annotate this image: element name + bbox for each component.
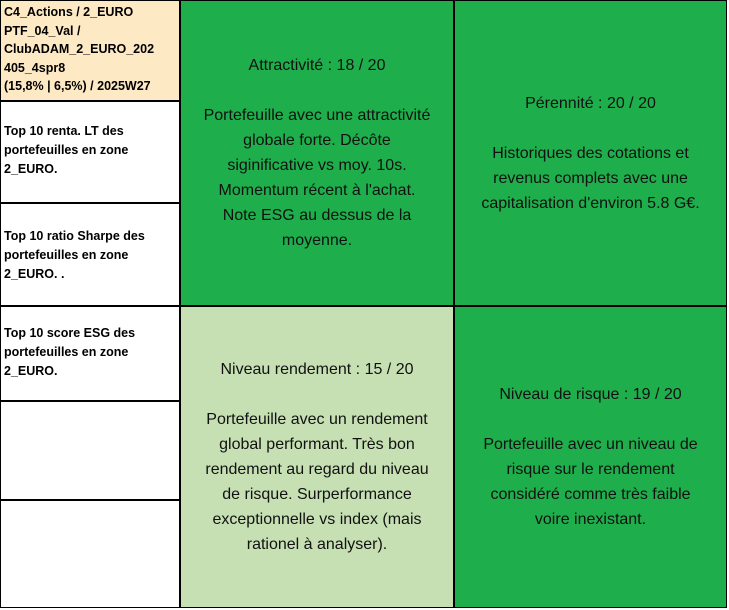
header-line: PTF_04_Val / (4, 23, 81, 38)
desc-line: voire inexistant. (534, 511, 647, 528)
desc-line: exceptionnelle vs index (mais (212, 511, 422, 528)
desc-line: capitalisation d'environ 5.8 G€. (481, 194, 700, 212)
cell-line: 2_EURO. (4, 162, 58, 176)
perennite-title: Pérennité : 20 / 20 (525, 94, 656, 112)
cell-line: 2_EURO. . (4, 267, 65, 281)
top10-esg-cell (0, 306, 180, 401)
cell-line: portefeuilles en zone (4, 345, 129, 359)
risque-cell (454, 306, 727, 608)
cell-line: Top 10 score ESG des (4, 326, 136, 340)
empty-cell (0, 500, 180, 608)
header-line: C4_Actions / 2_EURO (4, 5, 134, 19)
perennite-cell (454, 0, 727, 306)
desc-line: Portefeuille avec un rendement (206, 411, 428, 428)
top10-sharpe-cell (0, 203, 180, 306)
header-line: ClubADAM_2_EURO_202 (4, 42, 155, 56)
header-line: 405_4spr8 (4, 60, 66, 75)
portfolio-header-cell (0, 0, 180, 101)
desc-line: Momentum récent à l'achat. (218, 182, 416, 199)
desc-line: rendement au regard du niveau (205, 461, 429, 478)
desc-line: global performant. Très bon (219, 436, 415, 453)
desc-line: rationel à analyser). (246, 536, 388, 553)
desc-line: siginificative vs moy. 10s. (227, 157, 407, 174)
rendement-cell (180, 306, 454, 608)
cell-line: 2_EURO. (4, 364, 58, 378)
desc-line: Historiques des cotations et (492, 144, 689, 162)
top10-rentability-cell (0, 101, 180, 203)
desc-line: risque sur le rendement (506, 461, 675, 478)
risque-title: Niveau de risque : 19 / 20 (499, 386, 682, 403)
cell-line: Top 10 ratio Sharpe des (4, 229, 145, 243)
desc-line: moyenne. (281, 232, 353, 249)
desc-line: Portefeuille avec un niveau de (483, 436, 698, 453)
cell-line: Top 10 renta. LT des (4, 124, 124, 138)
desc-line: Note ESG au dessus de la (222, 207, 412, 224)
attractivite-cell (180, 0, 454, 306)
header-line: (15,8% | 6,5%) / 2025W27 (4, 79, 151, 93)
desc-line: de risque. Surperformance (222, 486, 412, 503)
cell-line: portefeuilles en zone (4, 143, 129, 157)
rendement-title: Niveau rendement : 15 / 20 (220, 361, 414, 378)
empty-cell (0, 401, 180, 500)
cell-line: portefeuilles en zone (4, 248, 129, 262)
attractivite-title: Attractivité : 18 / 20 (248, 57, 386, 74)
desc-line: globale forte. Décôte (243, 132, 391, 149)
desc-line: considéré comme très faible (490, 486, 691, 503)
desc-line: Portefeuille avec une attractivité (203, 107, 431, 124)
desc-line: revenus complets avec une (493, 169, 688, 187)
